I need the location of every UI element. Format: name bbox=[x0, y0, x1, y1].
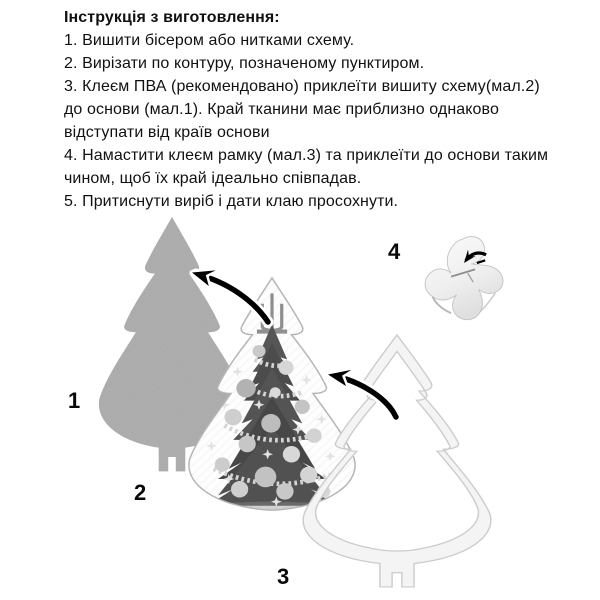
figure-label-3: 3 bbox=[277, 564, 290, 589]
instruction-step-3: 3. Клеєм ПВА (рекомендовано) приклеїти вишиту схему(мал.2) до основи (мал.1). Край тканини має приблизно однаково відступати від країв основи bbox=[64, 78, 540, 141]
assembly-diagram bbox=[0, 210, 600, 600]
instruction-step-1: 1. Вишити бісером або нитками схему. bbox=[64, 32, 355, 49]
instruction-step-4: 4. Намастити клеєм рамку (мал.3) та приклеїти до основи таким чином, щоб їх край ідеально співпадав. bbox=[64, 147, 549, 187]
figure-label-4: 4 bbox=[388, 239, 401, 264]
stand-shape bbox=[425, 237, 503, 320]
stand-plate bbox=[425, 237, 503, 320]
instruction-step-2: 2. Вирізати по контуру, позначеному пунктиром. bbox=[64, 55, 425, 72]
figure-label-2: 2 bbox=[134, 480, 147, 505]
figure-label-1: 1 bbox=[68, 388, 81, 413]
instructions-title: Інструкція з виготовлення: bbox=[64, 9, 280, 26]
instructions-block bbox=[64, 6, 556, 213]
instruction-step-5: 5. Притиснути виріб і дати клаю просохнути. bbox=[64, 193, 399, 210]
